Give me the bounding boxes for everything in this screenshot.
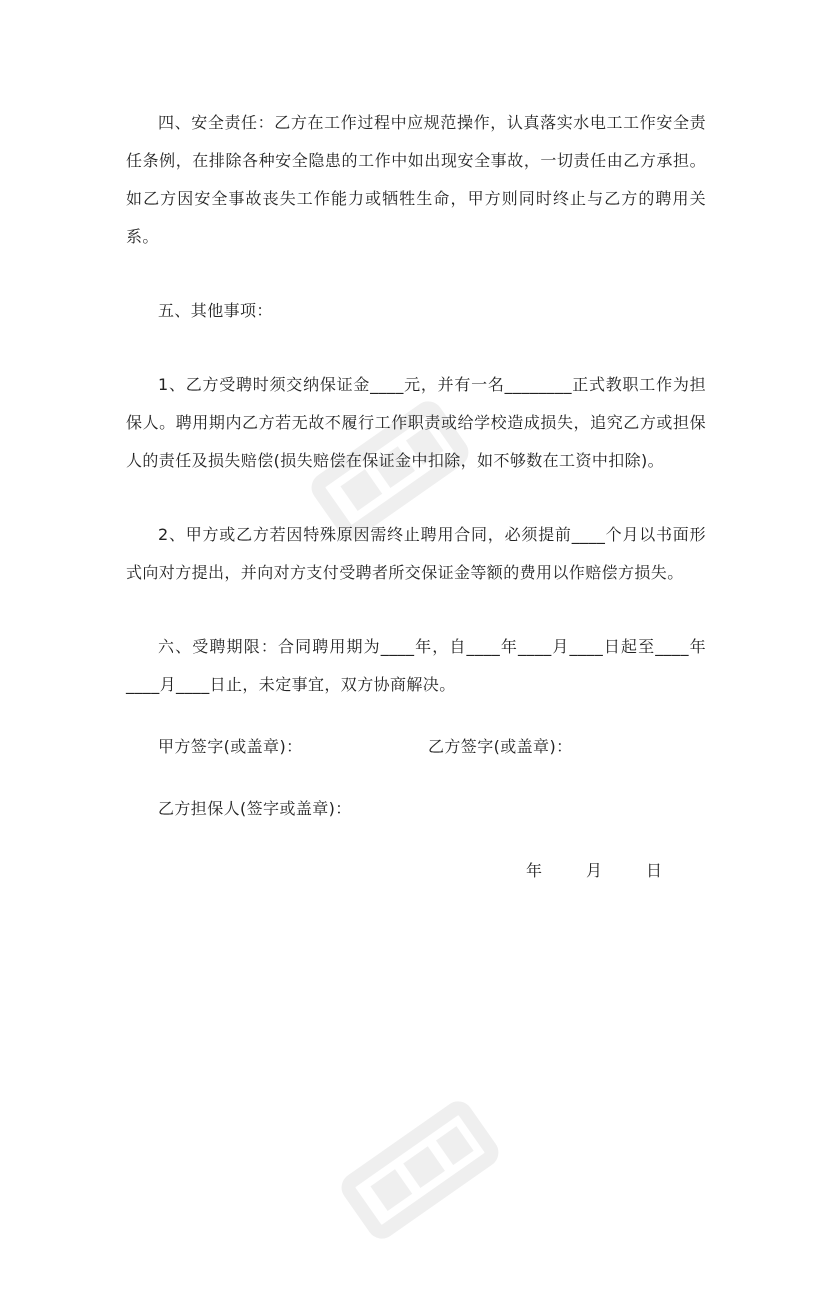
date-month-label: 月 (586, 861, 603, 880)
section-four-paragraph: 四、安全责任：乙方在工作过程中应规范操作，认真落实水电工工作安全责任条例，在排除各种安全隐患的工作中如出现安全事故，一切责任由乙方承担。如乙方因安全事故丧失工作能力或牺牲生命，甲方则同时终止与乙方的聘用关系。 (126, 113, 706, 246)
signature-row (126, 728, 706, 766)
item-two-paragraph: 2、甲方或乙方若因特殊原因需终止聘用合同，必须提前____个月以书面形式向对方提出，并向对方支付受聘者所交保证金等额的费用以作赔偿方损失。 (126, 525, 706, 582)
section-five-title: 五、其他事项： (158, 301, 273, 320)
section-six-paragraph: 六、受聘期限：合同聘用期为____年，自____年____月____日起至____年____月____日止，未定事宜，双方协商解决。 (126, 637, 706, 694)
party-b-signature-label: 乙方签字(或盖章)： (428, 737, 573, 756)
date-year-label: 年 (526, 861, 543, 880)
item-one-paragraph: 1、乙方受聘时须交纳保证金____元，并有一名________正式教职工作为担保人。聘用期内乙方若无故不履行工作职责或给学校造成损失，追究乙方或担保人的责任及损失赔偿(损失赔偿在保证金中扣除，如不够数在工资中扣除)。 (126, 375, 706, 470)
document-body (126, 104, 706, 890)
date-row (126, 852, 706, 890)
party-a-signature-label: 甲方签字(或盖章)： (158, 737, 303, 756)
date-day-label: 日 (646, 861, 663, 880)
watermark-icon-bottom (295, 1045, 546, 1295)
guarantor-signature-label: 乙方担保人(签字或盖章)： (158, 799, 352, 818)
